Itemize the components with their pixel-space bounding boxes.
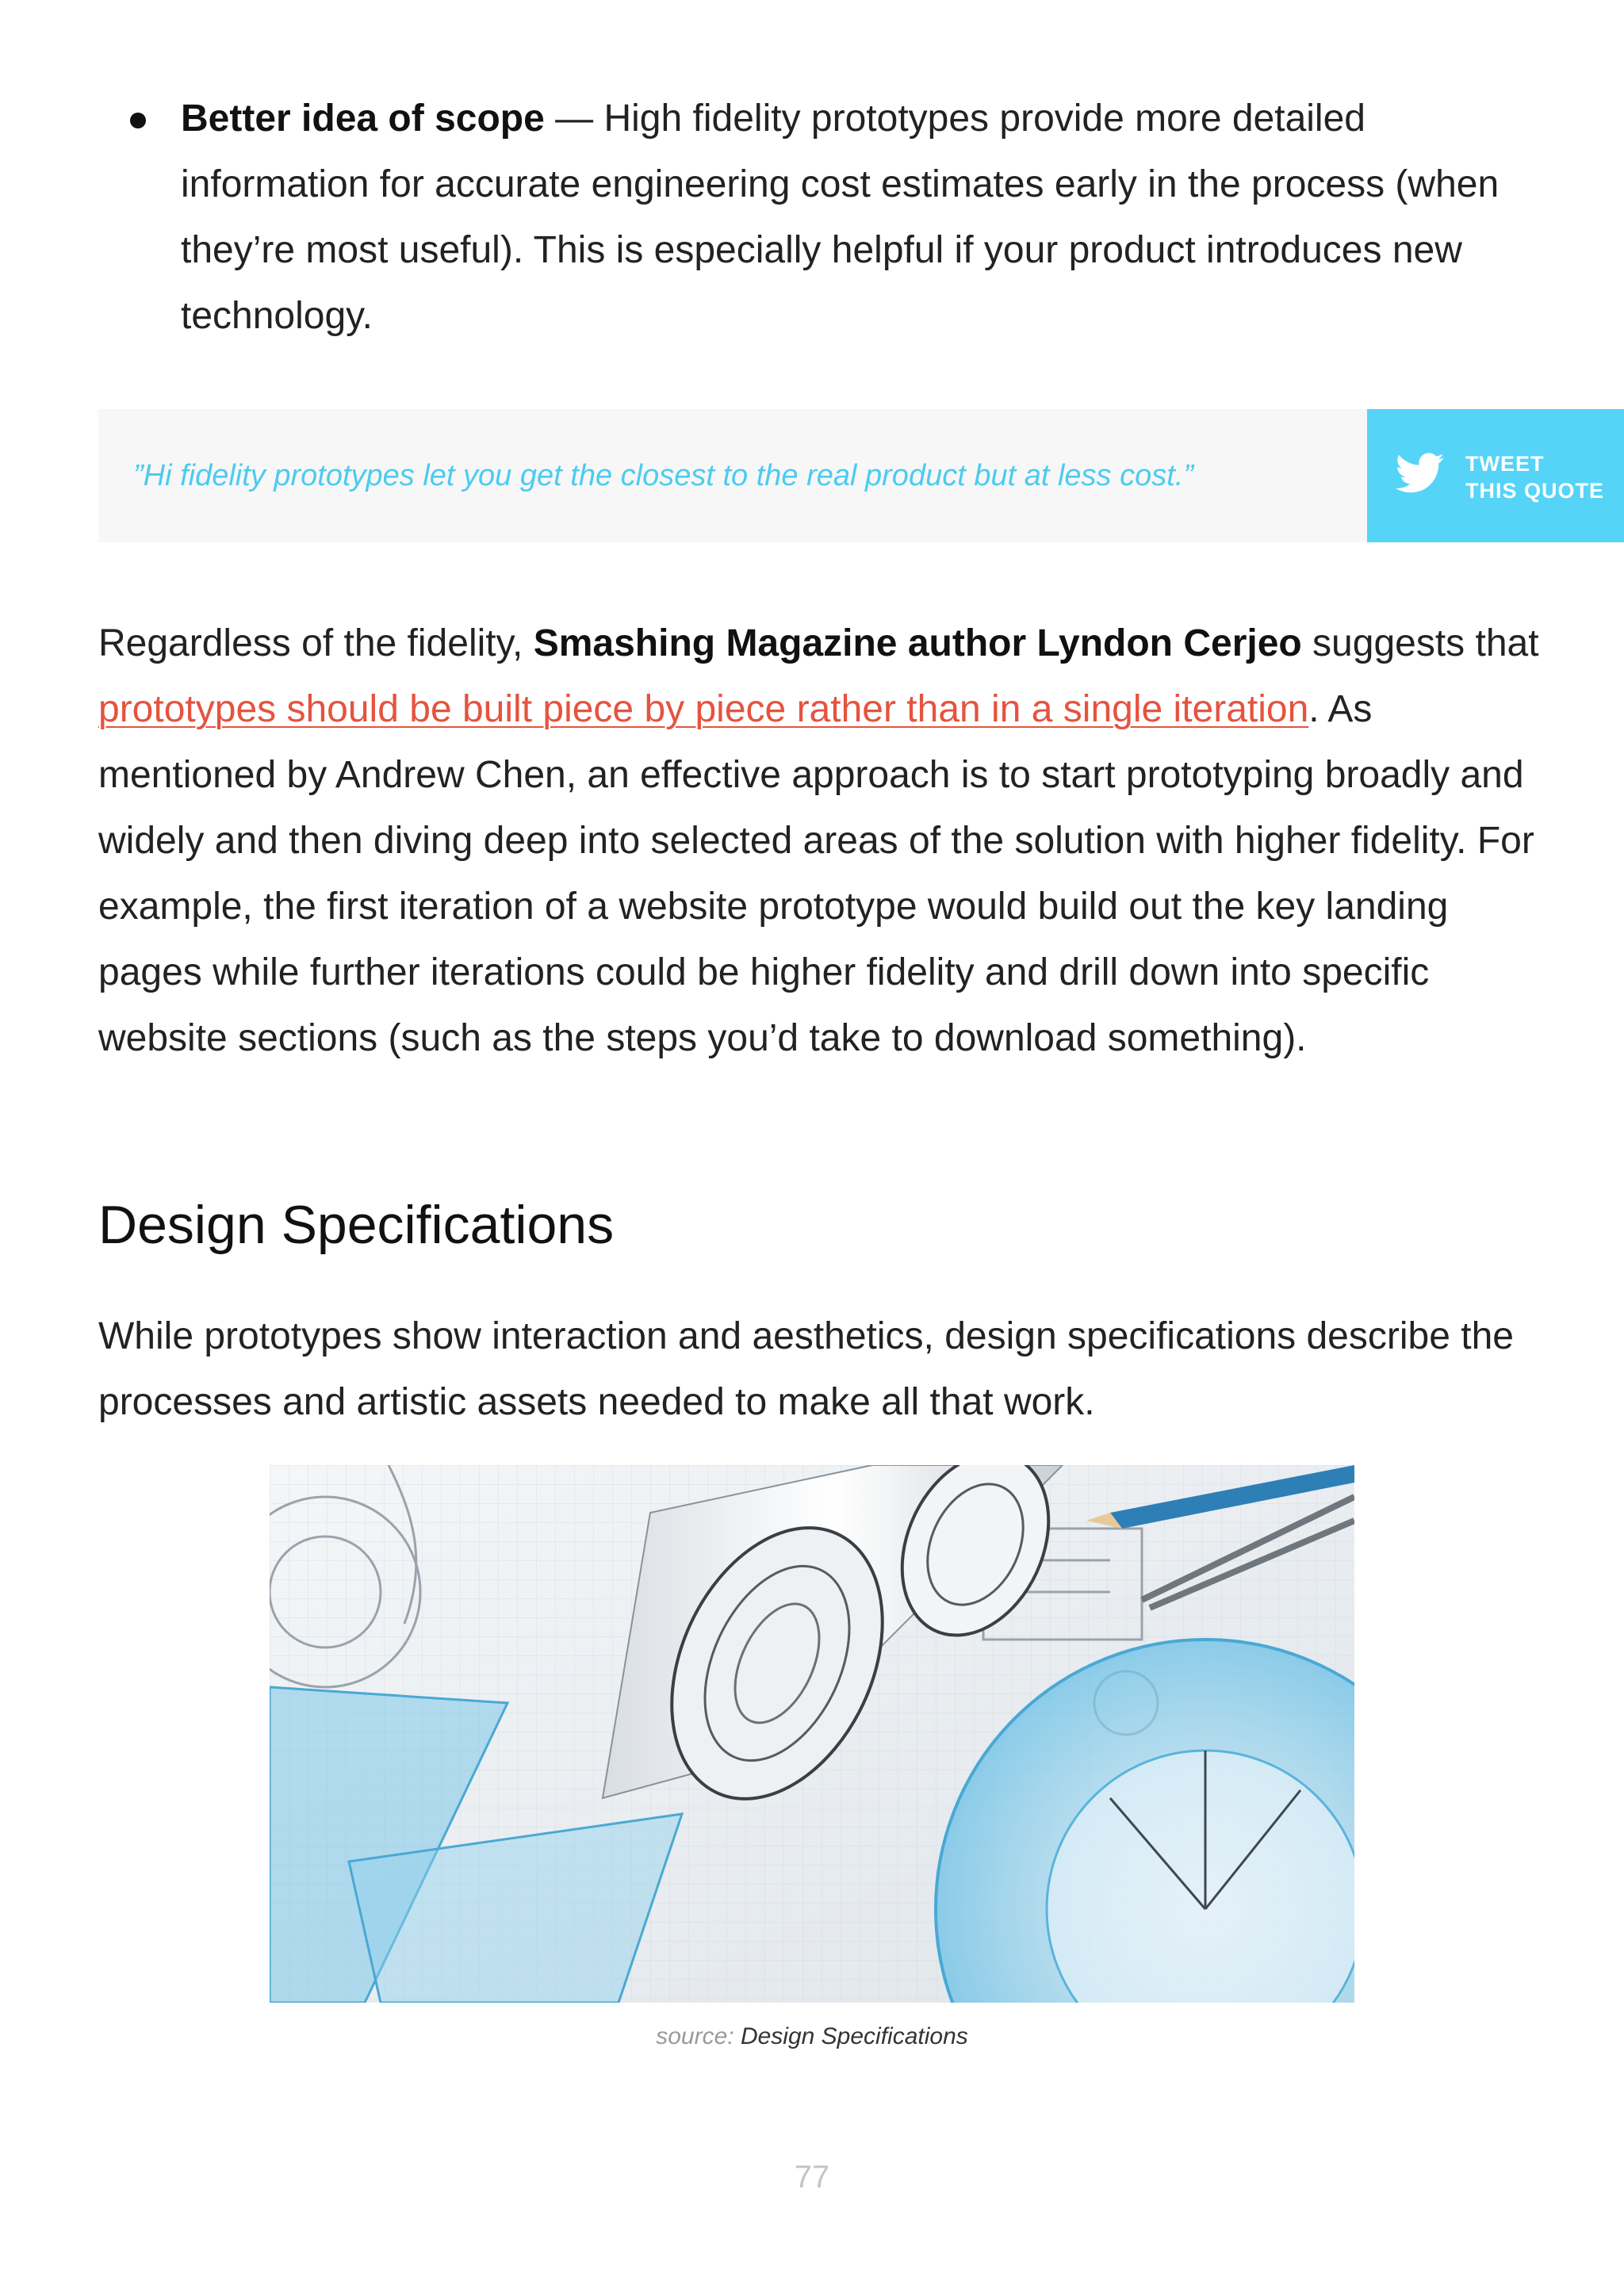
tweet-quote-label [1465,450,1604,504]
tweet-label-line1: TWEET [1465,452,1545,476]
blueprint-image [270,1465,1354,2003]
section-heading: Design Specifications [98,1195,615,1255]
pull-quote-box [98,409,1367,542]
bullet-text: — High fidelity prototypes provide more detailed information for accurate engineering cost estimates early in the process (when they’re most useful). This is especially helpful if your product introduces new technology. [181,98,1500,337]
bullet-list [127,86,1522,349]
bullet-heading: Better idea of scope [181,98,545,140]
figure-caption [0,2023,1624,2050]
bullet-item-scope [127,86,1522,349]
tweet-quote-button[interactable] [1367,409,1624,542]
article-link[interactable]: prototypes should be built piece by piece rather than in a single iteration [98,688,1309,730]
twitter-bird-icon [1396,452,1445,495]
tweet-label-line2: THIS QUOTE [1465,479,1605,503]
paragraph-text: suggests that [1301,622,1539,664]
blueprint-illustration [270,1465,1354,2003]
paragraph-text: . As mentioned by Andrew Chen, an effective approach is to start prototyping broadly and widely and then diving deep into selected areas of the solution with higher fidelity. For example, the first iteration of a website prototype would build out the key landing pages while further iterations could be higher fidelity and drill down into specific website sections (such as the steps you’d take to download something). [98,688,1534,1059]
paragraph-design-specs: While prototypes show interaction and aesthetics, design specifications describe the processes and artistic assets needed to make all that work. [98,1315,1514,1423]
caption-title: Design Specifications [740,2023,968,2049]
caption-prefix: source: [656,2023,741,2049]
bullet-dot [130,113,146,128]
paragraph-prototyping-approach [98,610,1542,1071]
paragraph-text: Regardless of the fidelity, [98,622,534,664]
pull-quote-text: ”Hi fidelity prototypes let you get the closest to the real product but at less cost.” [133,459,1193,492]
author-name: Smashing Magazine author Lyndon Cerjeo [533,622,1302,664]
page-number: 77 [794,2160,830,2195]
